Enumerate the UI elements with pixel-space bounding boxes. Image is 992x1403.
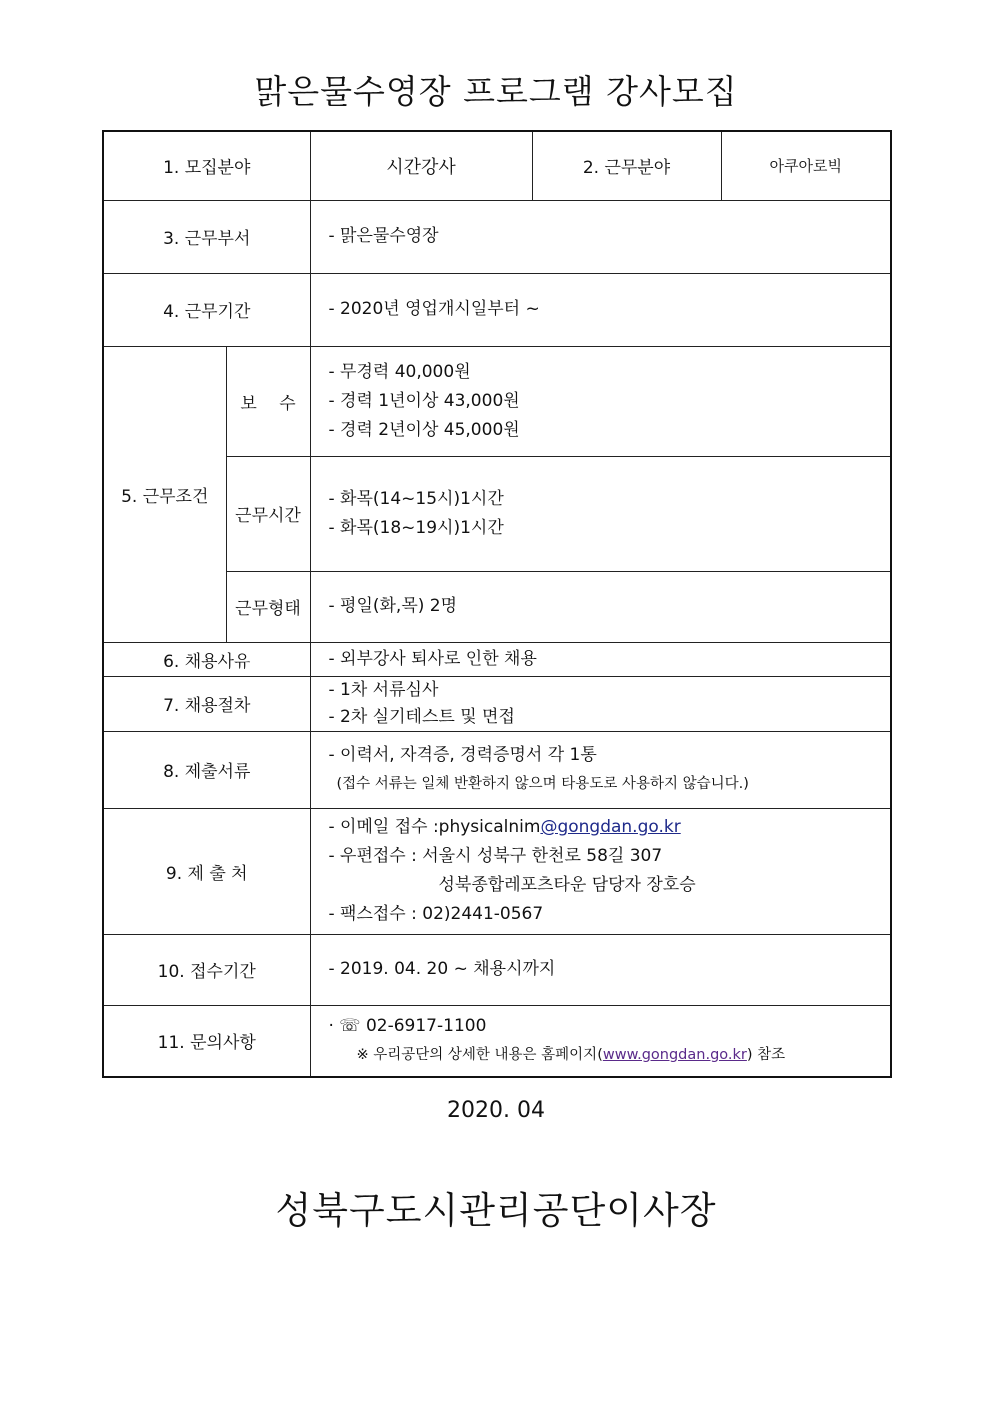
table-row bbox=[103, 1005, 891, 1077]
table-row bbox=[103, 731, 891, 808]
field-value-reason: - 외부강사 퇴사로 인한 채용 bbox=[310, 642, 891, 676]
field-value-recruit-area: 시간강사 bbox=[310, 131, 532, 200]
homepage-note-suffix: ) 참조 bbox=[746, 1046, 786, 1063]
field-label-submit-to: 9. 제 출 처 bbox=[103, 808, 310, 934]
table-row bbox=[103, 273, 891, 346]
recruitment-table bbox=[102, 130, 892, 1078]
field-label-documents: 8. 제출서류 bbox=[103, 731, 310, 808]
field-value-period: - 2020년 영업개시일부터 ~ bbox=[310, 273, 891, 346]
homepage-link[interactable]: www.gongdan.go.kr bbox=[602, 1046, 747, 1063]
post-line-2: 성북종합레포츠타운 담당자 장호승 bbox=[438, 875, 696, 895]
table-row bbox=[103, 934, 891, 1005]
documents-line: - 이력서, 자격증, 경력증명서 각 1통 bbox=[328, 744, 597, 765]
sub-label-type: 근무형태 bbox=[226, 571, 310, 642]
table-row bbox=[103, 808, 891, 934]
document-date: 2020. 04 bbox=[447, 1098, 545, 1123]
table-row bbox=[103, 200, 891, 273]
fax-line: - 팩스접수 : 02)2441-0567 bbox=[328, 904, 544, 924]
pay-line: - 경력 1년이상 43,000원 bbox=[328, 390, 520, 411]
field-value-hours bbox=[310, 456, 891, 571]
table-row bbox=[103, 346, 891, 456]
field-label-reason: 6. 채용사유 bbox=[103, 642, 310, 676]
field-value-procedure bbox=[310, 676, 891, 731]
table-row bbox=[103, 676, 891, 731]
issuer-name: 성북구도시관리공단이사장 bbox=[275, 1189, 717, 1232]
email-prefix: - 이메일 접수 :physicalnim bbox=[328, 817, 541, 837]
table-row bbox=[103, 131, 891, 200]
post-line: - 우편접수 : 서울시 성북구 한천로 58길 307 bbox=[328, 846, 663, 866]
procedure-line: - 1차 서류심사 bbox=[328, 679, 439, 700]
sub-label-pay: 보 수 bbox=[226, 346, 310, 456]
field-value-department: - 맑은물수영장 bbox=[310, 200, 891, 273]
sub-label-hours: 근무시간 bbox=[226, 456, 310, 571]
field-value-documents bbox=[310, 731, 891, 808]
phone-line: · ☏ 02-6917-1100 bbox=[328, 1015, 487, 1036]
homepage-note-prefix: ※ 우리공단의 상세한 내용은 홈페이지( bbox=[356, 1046, 603, 1063]
field-value-inquiry bbox=[310, 1005, 891, 1077]
field-label-work-area: 2. 근무분야 bbox=[532, 131, 721, 200]
field-value-type: - 평일(화,목) 2명 bbox=[310, 571, 891, 642]
field-label-recruit-area: 1. 모집분야 bbox=[103, 131, 310, 200]
field-value-submit-to bbox=[310, 808, 891, 934]
field-label-application-period: 10. 접수기간 bbox=[103, 934, 310, 1005]
field-value-pay bbox=[310, 346, 891, 456]
field-value-work-area: 아쿠아로빅 bbox=[721, 131, 891, 200]
documents-note: (접수 서류는 일체 반환하지 않으며 타용도로 사용하지 않습니다.) bbox=[336, 775, 749, 792]
field-value-application-period: - 2019. 04. 20 ~ 채용시까지 bbox=[310, 934, 891, 1005]
table-row bbox=[103, 642, 891, 676]
hours-line: - 화목(18~19시)1시간 bbox=[328, 517, 504, 538]
homepage-note bbox=[329, 1041, 891, 1070]
field-label-inquiry: 11. 문의사항 bbox=[103, 1005, 310, 1077]
field-label-conditions: 5. 근무조건 bbox=[103, 346, 226, 642]
pay-line: - 무경력 40,000원 bbox=[328, 361, 471, 382]
field-label-department: 3. 근무부서 bbox=[103, 200, 310, 273]
page-title: 맑은물수영장 프로그램 강사모집 bbox=[254, 72, 738, 111]
procedure-line: - 2차 실기테스트 및 면접 bbox=[328, 706, 515, 727]
email-line bbox=[329, 813, 891, 842]
hours-line: - 화목(14~15시)1시간 bbox=[328, 488, 504, 509]
field-label-procedure: 7. 채용절차 bbox=[103, 676, 310, 731]
pay-line: - 경력 2년이상 45,000원 bbox=[328, 419, 520, 440]
email-link[interactable]: @gongdan.go.kr bbox=[540, 817, 681, 837]
field-label-period: 4. 근무기간 bbox=[103, 273, 310, 346]
